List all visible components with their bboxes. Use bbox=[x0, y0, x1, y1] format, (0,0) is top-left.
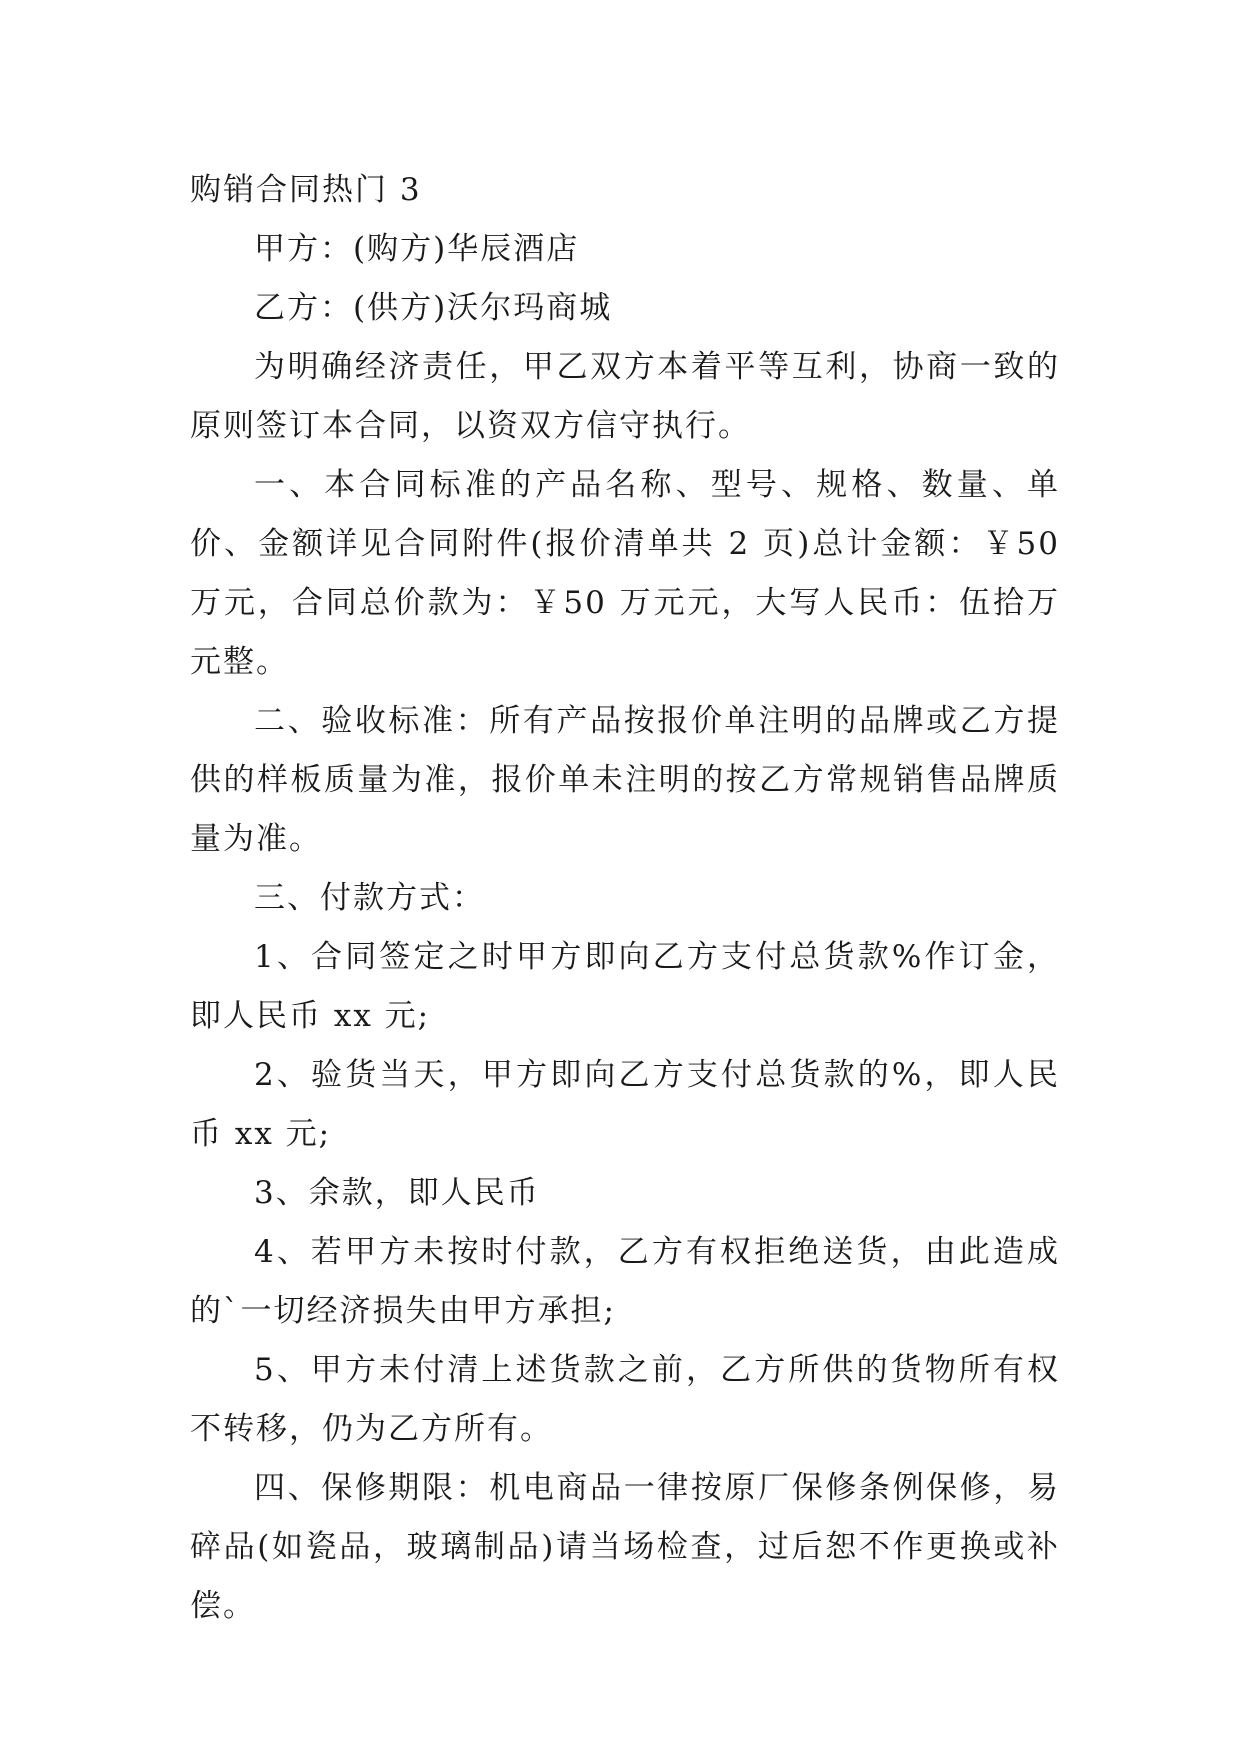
payment-item-5: 5、甲方未付清上述货款之前，乙方所供的货物所有权不转移，仍为乙方所有。 bbox=[190, 1352, 1060, 1447]
payment-item-1: 1、合同签定之时甲方即向乙方支付总货款%作订金，即人民币 xx 元; bbox=[190, 939, 1060, 1034]
clause-4-warranty: 四、保修期限：机电商品一律按原厂保修条例保修，易碎品(如瓷品，玻璃制品)请当场检查，过后恕不作更换或补偿。 bbox=[190, 1470, 1060, 1624]
document-body bbox=[190, 161, 1060, 1636]
party-a: 甲方：(购方)华辰酒店 bbox=[254, 231, 580, 267]
payment-item-4: 4、若甲方未按时付款，乙方有权拒绝送货，由此造成的`一切经济损失由甲方承担; bbox=[190, 1234, 1060, 1329]
preamble-paragraph: 为明确经济责任，甲乙双方本着平等互利，协商一致的原则签订本合同，以资双方信守执行。 bbox=[190, 349, 1060, 444]
payment-item-2: 2、验货当天，甲方即向乙方支付总货款的%，即人民币 xx 元; bbox=[190, 1057, 1060, 1152]
document-title: 购销合同热门 3 bbox=[190, 172, 422, 208]
clause-3-payment-heading: 三、付款方式： bbox=[254, 880, 485, 916]
clause-1-products: 一、本合同标准的产品名称、型号、规格、数量、单价、金额详见合同附件(报价清单共 2 页)总计金额：￥50 万元，合同总价款为：￥50 万元元，大写人民币：伍拾万元整。 bbox=[190, 467, 1060, 680]
clause-2-acceptance: 二、验收标准：所有产品按报价单注明的品牌或乙方提供的样板质量为准，报价单未注明的按乙方常规销售品牌质量为准。 bbox=[190, 703, 1060, 857]
payment-item-3: 3、余款，即人民币 bbox=[254, 1175, 540, 1211]
party-b: 乙方：(供方)沃尔玛商城 bbox=[254, 290, 613, 326]
